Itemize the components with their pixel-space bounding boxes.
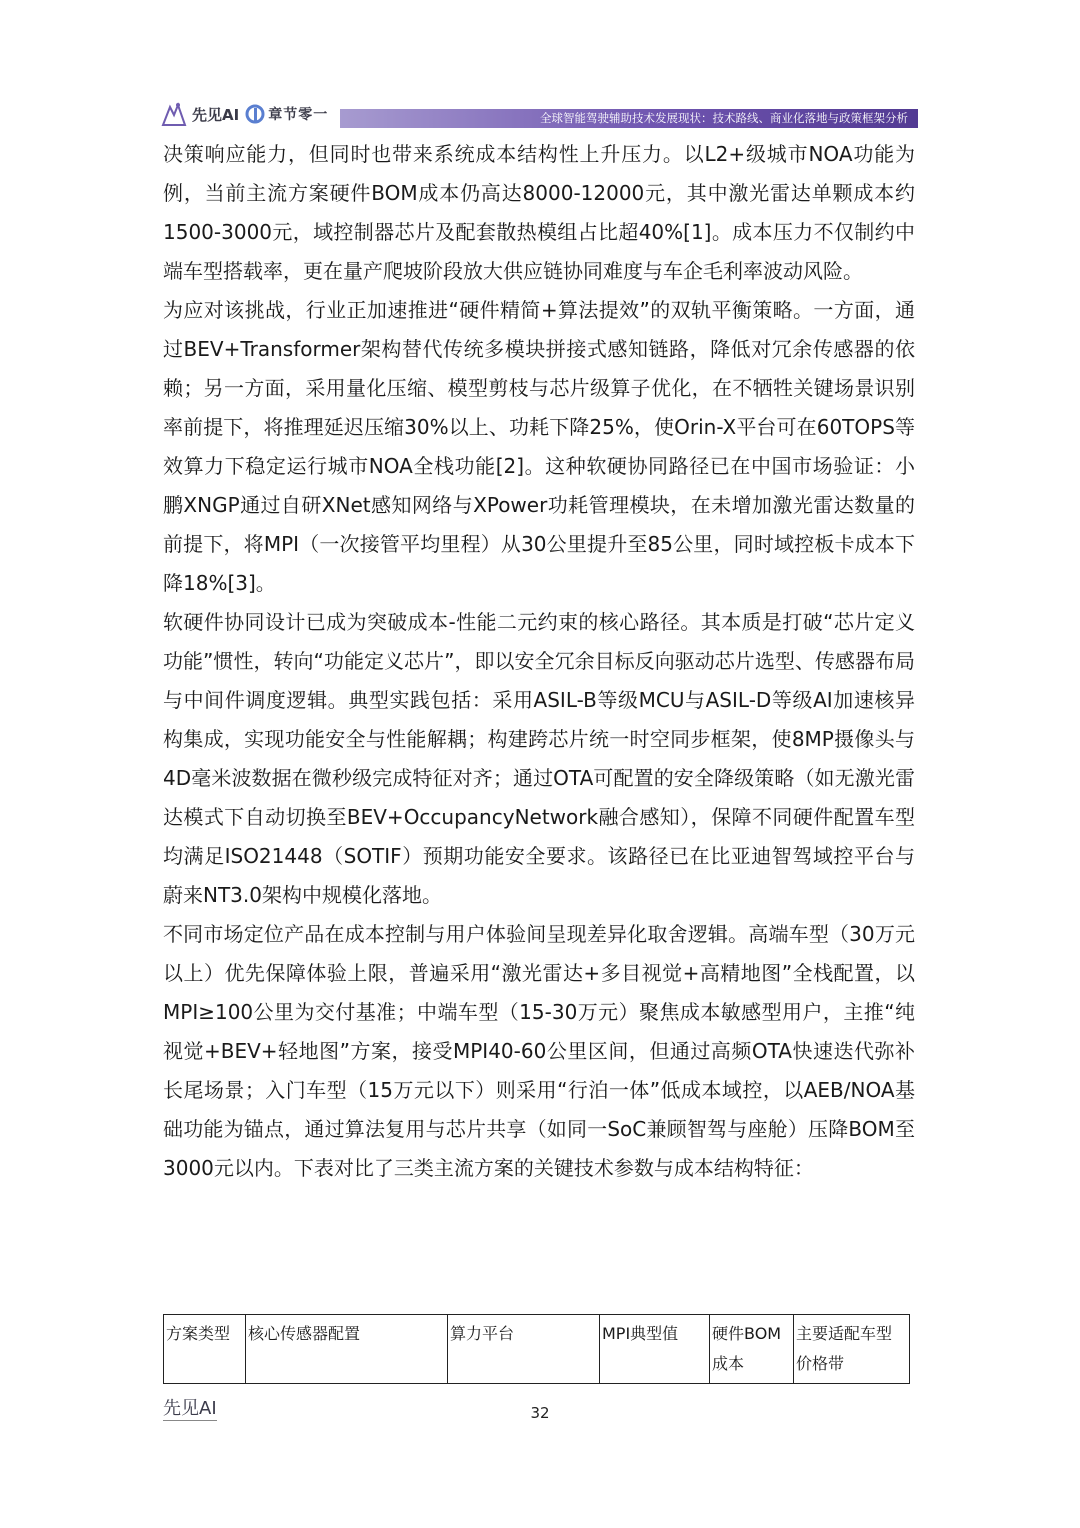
table-header-cell: 核心传感器配置 <box>246 1315 448 1384</box>
table-header-cell: MPI典型值 <box>600 1315 710 1384</box>
logo-group <box>160 98 328 130</box>
xianjian-logo-icon <box>160 101 188 127</box>
logo2-text: 章节零一 <box>268 107 329 123</box>
paragraph-1: 决策响应能力，但同时也带来系统成本结构性上升压力。以L2+级城市NOA功能为例，当前主流方案硬件BOM成本仍高达8000-12000元，其中激光雷达单颗成本约1500-3000元，域控制器芯片及配套散热模组占比超40%[1]。成本压力不仅制约中端车型搭载率，更在量产爬坡阶段放大供应链协同难度与车企毛利率波动风险。 <box>163 142 915 283</box>
logo1-text: 先见AI <box>192 105 240 124</box>
table-header-row <box>164 1315 910 1384</box>
paragraph-4: 不同市场定位产品在成本控制与用户体验间呈现差异化取舍逻辑。高端车型（30万元以上）优先保障体验上限，普遍采用“激光雷达+多目视觉+高精地图”全栈配置，以MPI≥100公里为交付基准；中端车型（15-30万元）聚焦成本敏感型用户，主推“纯视觉+BEV+轻地图”方案，接受MPI40-60公里区间，但通过高频OTA快速迭代弥补长尾场景；入门车型（15万元以下）则采用“行泊一体”低成本域控，以AEB/NOA基础功能为锚点，通过算法复用与芯片共享（如同一SoC兼顾智驾与座舱）压降BOM至3000元以内。下表对比了三类主流方案的关键技术参数与成本结构特征： <box>163 922 915 1180</box>
paragraph-3: 软硬件协同设计已成为突破成本-性能二元约束的核心路径。其本质是打破“芯片定义功能”惯性，转向“功能定义芯片”，即以安全冗余目标反向驱动芯片选型、传感器布局与中间件调度逻辑。典型实践包括：采用ASIL-B等级MCU与ASIL-D等级AI加速核异构集成，实现功能安全与性能解耦；构建跨芯片统一时空同步框架，使8MP摄像头与4D毫米波数据在微秒级完成特征对齐；通过OTA可配置的安全降级策略（如无激光雷达模式下自动切换至BEV+OccupancyNetwork融合感知），保障不同硬件配置车型均满足ISO21448（SOTIF）预期功能安全要求。该路径已在比亚迪智驾域控平台与蔚来NT3.0架构中规模化落地。 <box>163 610 915 907</box>
footer-brand: 先见AI <box>163 1398 217 1419</box>
table-header-cell: 方案类型 <box>164 1315 246 1384</box>
table-header-cell: 主要适配车型价格带 <box>794 1315 910 1384</box>
comparison-table <box>163 1314 910 1384</box>
table-header-cell: 算力平台 <box>448 1315 600 1384</box>
page-number: 32 <box>530 1404 550 1422</box>
header-title-bar: 全球智能驾驶辅助技术发展现状：技术路线、商业化落地与政策框架分析 <box>340 109 918 128</box>
table-header-cell: 硬件BOM成本 <box>710 1315 794 1384</box>
body-text <box>163 135 915 1188</box>
zhangjie-logo-icon <box>245 104 265 124</box>
paragraph-2: 为应对该挑战，行业正加速推进“硬件精简+算法提效”的双轨平衡策略。一方面，通过BEV+Transformer架构替代传统多模块拼接式感知链路，降低对冗余传感器的依赖；另一方面，采用量化压缩、模型剪枝与芯片级算子优化，在不牺牲关键场景识别率前提下，将推理延迟压缩30%以上、功耗下降25%，使Orin-X平台可在60TOPS等效算力下稳定运行城市NOA全栈功能[2]。这种软硬协同路径已在中国市场验证：小鹏XNGP通过自研XNet感知网络与XPower功耗管理模块，在未增加激光雷达数量的前提下，将MPI（一次接管平均里程）从30公里提升至85公里，同时域控板卡成本下降18%[3]。 <box>163 298 915 595</box>
page-header <box>160 98 920 130</box>
